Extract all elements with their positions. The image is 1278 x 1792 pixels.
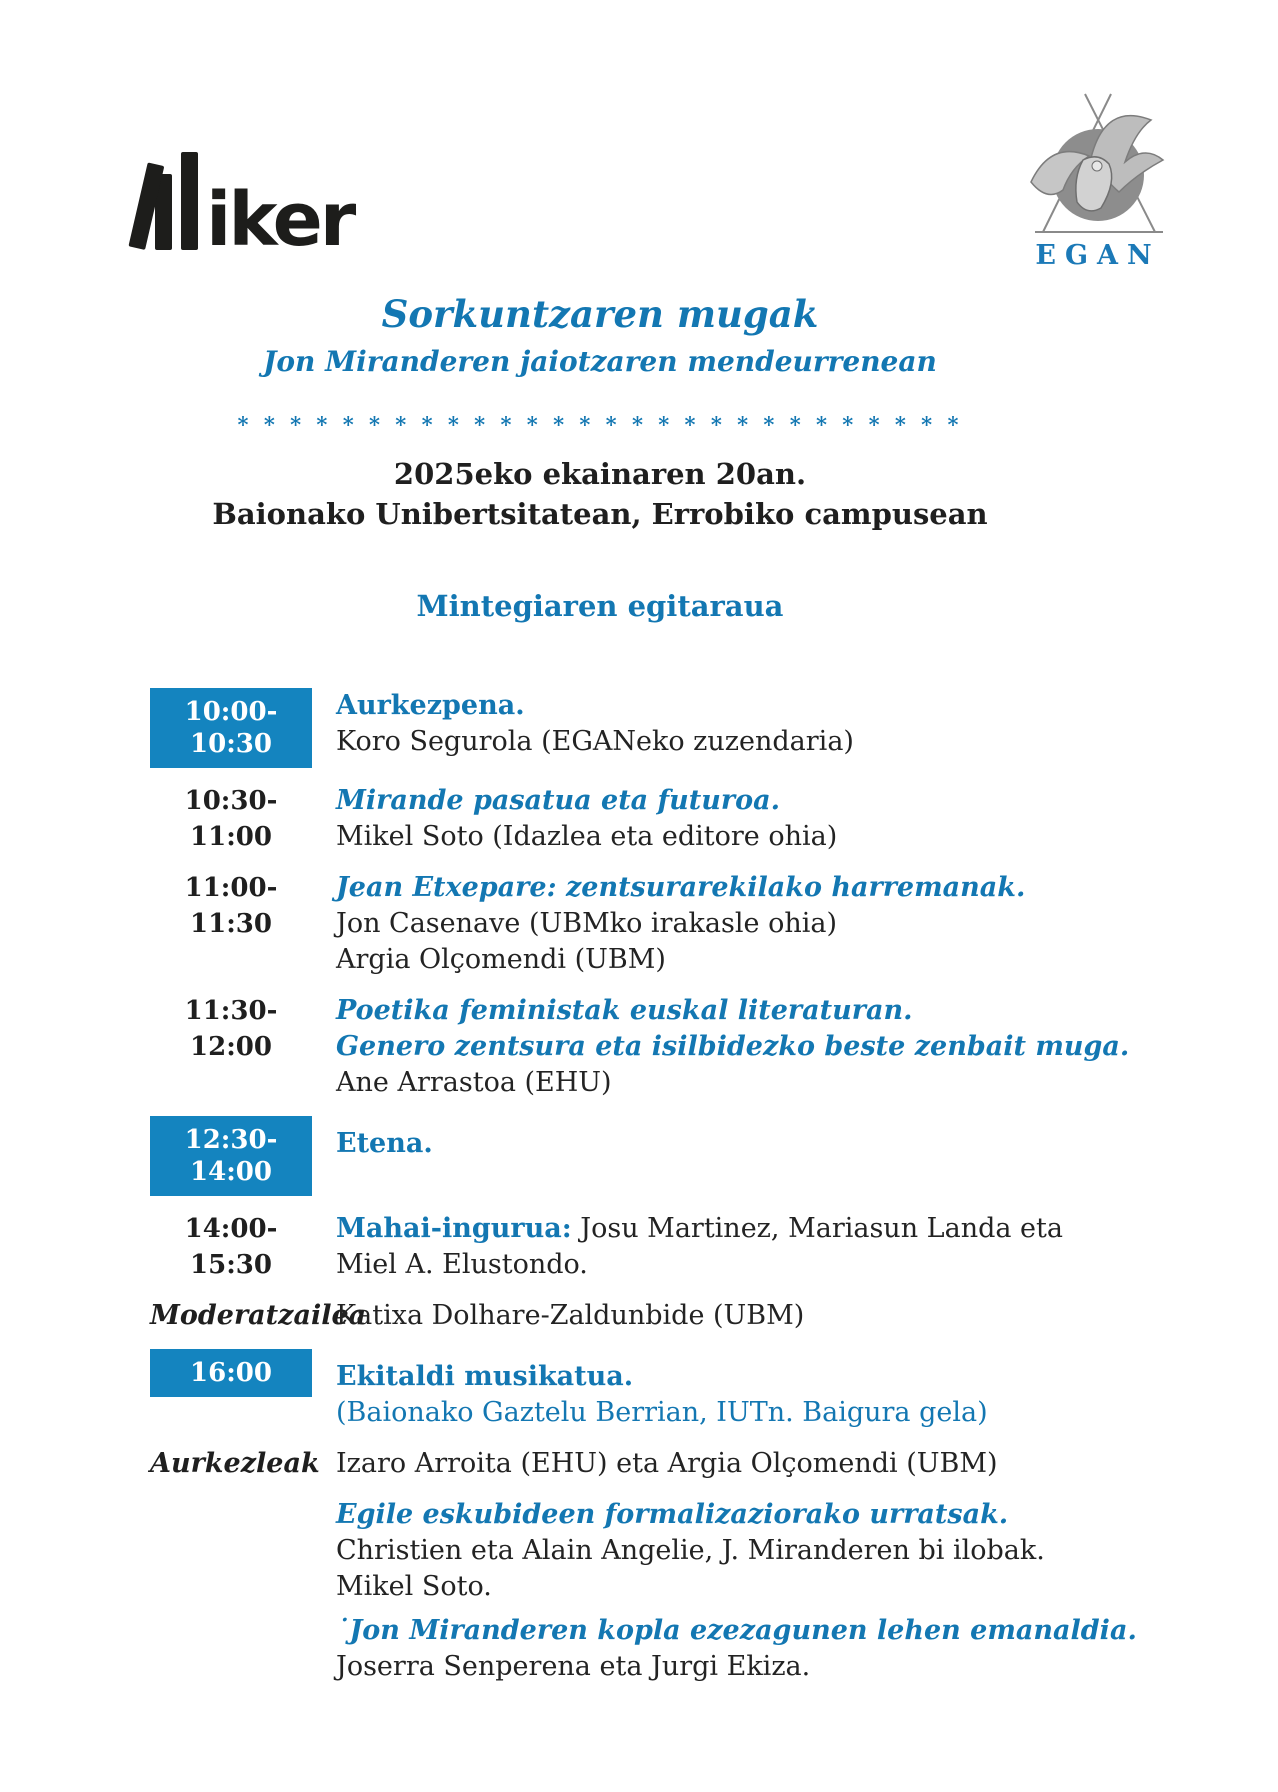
session-title-mixed: [336, 1211, 1063, 1247]
separator-stars: * * * * * * * * * * * * * * * * * * * * * * * * * * * *: [237, 412, 963, 437]
iker-logo-wordmark: iker: [206, 177, 354, 264]
event-subtitle: Jon Miranderen jaiotzaren mendeurrenean: [263, 345, 937, 378]
role-label: Aurkezleak: [150, 1448, 320, 1479]
schedule-row-final-block: [0, 1497, 1278, 1685]
egan-bird-icon: [1013, 90, 1183, 242]
session-participants: Josu Martinez, Mariasun Landa eta: [571, 1213, 1063, 1244]
session-title: Poetika feministak euskal literaturan.: [336, 995, 913, 1026]
schedule-row-aurkezleak: [0, 1446, 1278, 1482]
session-speaker: Argia Olçomendi (UBM): [336, 944, 666, 975]
session-speaker: Ane Arrastoa (EHU): [336, 1067, 612, 1098]
session-speaker: Joserra Senperena eta Jurgi Ekiza.: [336, 1651, 811, 1682]
session-venue: (Baionako Gaztelu Berrian, IUTn. Baigura gela): [336, 1397, 988, 1428]
time-slot: 11:00-11:30: [184, 873, 278, 939]
time-slot: 11:30-12:00: [184, 996, 278, 1062]
schedule-row-aurkezpena: [0, 688, 1278, 768]
egan-logo-wordmark: EGAN: [1035, 240, 1161, 271]
time-slot-badge: 10:00-10:30: [150, 688, 312, 768]
session-title-line2: Genero zentsura eta isilbidezko beste zenbait muga.: [336, 1031, 1130, 1062]
session-title: Jean Etxepare: zentsurarekilako harremanak.: [336, 872, 1026, 903]
session-speaker: Mikel Soto.: [336, 1571, 492, 1602]
schedule-row-mahai-ingurua: [0, 1211, 1278, 1283]
session-title: ˙Jon Miranderen kopla ezezagunen lehen emanaldia.: [336, 1615, 1137, 1646]
event-date: 2025eko ekainaren 20an.: [393, 457, 807, 491]
presenter-names: Izaro Arroita (EHU) eta Argia Olçomendi (UBM): [336, 1448, 998, 1479]
egan-logo: [1008, 90, 1188, 271]
event-location: Baionako Unibertsitatean, Errobiko campusean: [212, 497, 988, 531]
session-title: Mirande pasatua eta futuroa.: [336, 785, 781, 816]
schedule-row-etxepare: [0, 870, 1278, 978]
role-label: Moderatzailea: [150, 1300, 367, 1331]
schedule-row-moderatzailea: [0, 1298, 1278, 1334]
event-title: Sorkuntzaren mugak: [381, 292, 819, 336]
session-speaker: Koro Segurola (EGANeko zuzendaria): [336, 726, 854, 757]
session-title: Etena.: [336, 1128, 433, 1159]
session-speaker: Mikel Soto (Idazlea eta editore ohia): [336, 821, 838, 852]
session-title: Aurkezpena.: [336, 690, 525, 721]
time-slot-badge: 16:00: [150, 1349, 312, 1397]
time-slot-badge: 12:30-14:00: [150, 1116, 312, 1196]
schedule-row-etena: [0, 1116, 1278, 1196]
session-participants-line2: Miel A. Elustondo.: [336, 1249, 588, 1280]
moderator-name: Katixa Dolhare-Zaldunbide (UBM): [336, 1300, 805, 1331]
schedule-row-poetika: [0, 993, 1278, 1101]
iker-logo-bar-icon: [181, 152, 198, 250]
iker-logo: [128, 150, 354, 264]
schedule: [0, 688, 1278, 1700]
session-speaker: Christien eta Alain Angelie, J. Miranderen bi ilobak.: [336, 1535, 1045, 1566]
session-title: Egile eskubideen formalizaziorako urratsak.: [336, 1499, 1009, 1530]
program-heading: Mintegiaren egitaraua: [416, 589, 784, 623]
session-speaker: Jon Casenave (UBMko irakasle ohia): [336, 908, 837, 939]
session-title-lead: Mahai-ingurua:: [336, 1213, 572, 1244]
schedule-row-mirande: [0, 783, 1278, 855]
time-slot: 10:30-11:00: [184, 786, 278, 852]
session-title: Ekitaldi musikatua.: [336, 1361, 634, 1392]
title-block: [140, 292, 1060, 626]
time-slot: 14:00-15:30: [184, 1214, 278, 1280]
schedule-row-ekitaldi: [0, 1349, 1278, 1431]
